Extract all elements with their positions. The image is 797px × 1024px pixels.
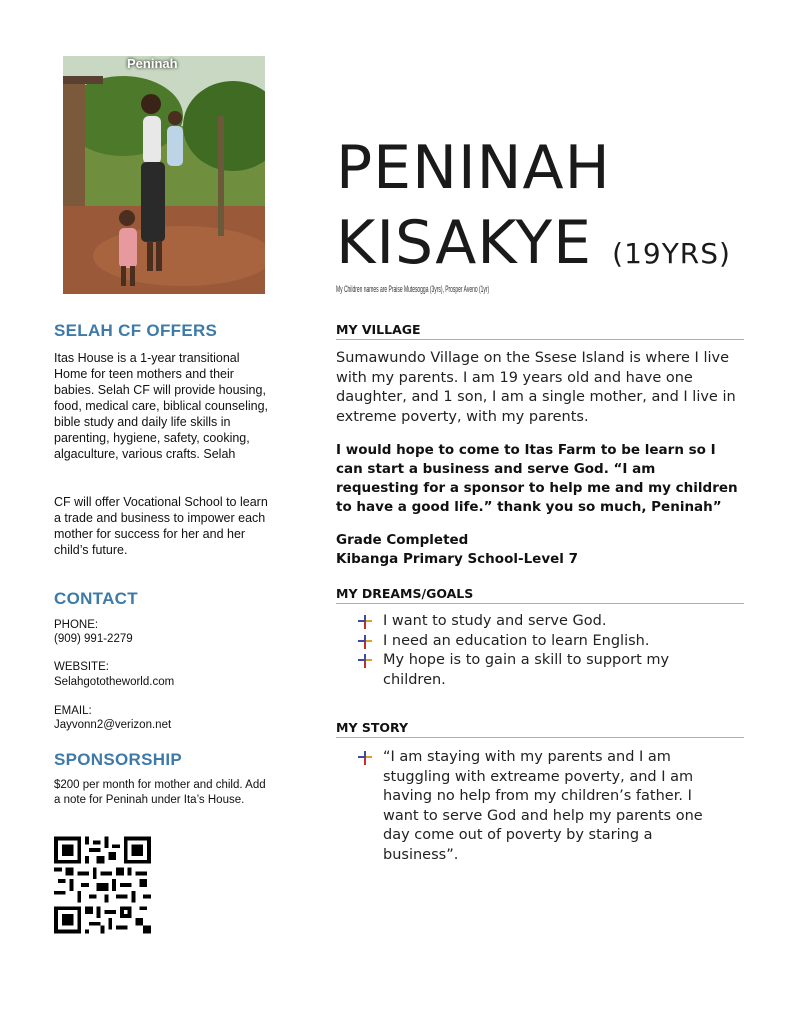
dream-text: My hope is to gain a skill to support my children. (383, 652, 670, 688)
list-item (356, 748, 716, 865)
email-link[interactable]: Jayvonn2@verizon.net (54, 719, 172, 731)
bullet-icon (358, 615, 372, 629)
dreams-heading: MY DREAMS/GOALS (336, 586, 744, 604)
story-heading: MY STORY (336, 720, 744, 738)
dream-text: I need an education to learn English. (383, 632, 650, 649)
dreams-list (356, 612, 716, 690)
photo-caption: Peninah (127, 56, 178, 71)
website-link[interactable]: Selahgototheworld.com (54, 676, 175, 688)
grade-label: Grade Completed (336, 532, 469, 548)
offers-paragraph-2: CF will offer Vocational School to learn a trade and business to impower each mother for success for her and her child’s future. (54, 495, 268, 557)
list-item (356, 612, 716, 632)
profile-photo (63, 56, 265, 294)
hope-statement: I would hope to come to Itas Farm to be learn so I can start a business and serve God. “I am requesting for a sponsor to help me and my children to have a good life.” thank you so much, Peninah” (336, 442, 738, 515)
website-label: WEBSITE: (54, 661, 109, 673)
village-heading: MY VILLAGE (336, 322, 744, 340)
last-name: KISAKYE (336, 208, 593, 278)
sponsorship-heading: SPONSORSHIP (54, 750, 182, 769)
first-name: PENINAH (336, 133, 611, 203)
offers-heading: SELAH CF OFFERS (54, 321, 218, 340)
list-item (356, 632, 716, 652)
sponsorship-text: $200 per month for mother and child. Add a note for Peninah under Ita’s House. (54, 779, 266, 806)
village-text: Sumawundo Village on the Ssese Island is where I live with my parents. I am 19 years old and have one daughter, and 1 son, I am a single mother, and I live in extreme poverty, with my parents. (336, 350, 736, 425)
bullet-icon (358, 654, 372, 668)
bullet-icon (358, 635, 372, 649)
phone-value[interactable]: (909) 991-2279 (54, 633, 133, 645)
bullet-icon (358, 751, 372, 765)
story-list (356, 748, 716, 865)
offers-paragraph-1: Itas House is a 1-year transitional Home for teen mothers and their babies. Selah CF will provide housing, food, medical care, biblical counseling, bible study and daily life skills in parenting, hygiene, safety, cooking, algaculture, various crafts. Selah (54, 351, 269, 461)
qr-code[interactable] (54, 835, 151, 935)
list-item (356, 651, 716, 690)
dream-text: I want to study and serve God. (383, 613, 607, 629)
contact-heading: CONTACT (54, 589, 138, 608)
age: (19YRS) (612, 237, 731, 270)
grade-value: Kibanga Primary School-Level 7 (336, 551, 579, 567)
story-text: “I am staying with my parents and I am stuggling with extreame poverty, and I am having no help from my children’s father. I want to serve God and help my parents one day come out of poverty by staring a business”. (383, 749, 703, 863)
phone-label: PHONE: (54, 619, 99, 631)
last-name-line (336, 208, 731, 278)
children-note: My Children names are Praise Mutesogga (3yrs), Prosper Aveno (1yr) (336, 284, 490, 294)
email-label: EMAIL: (54, 705, 92, 717)
